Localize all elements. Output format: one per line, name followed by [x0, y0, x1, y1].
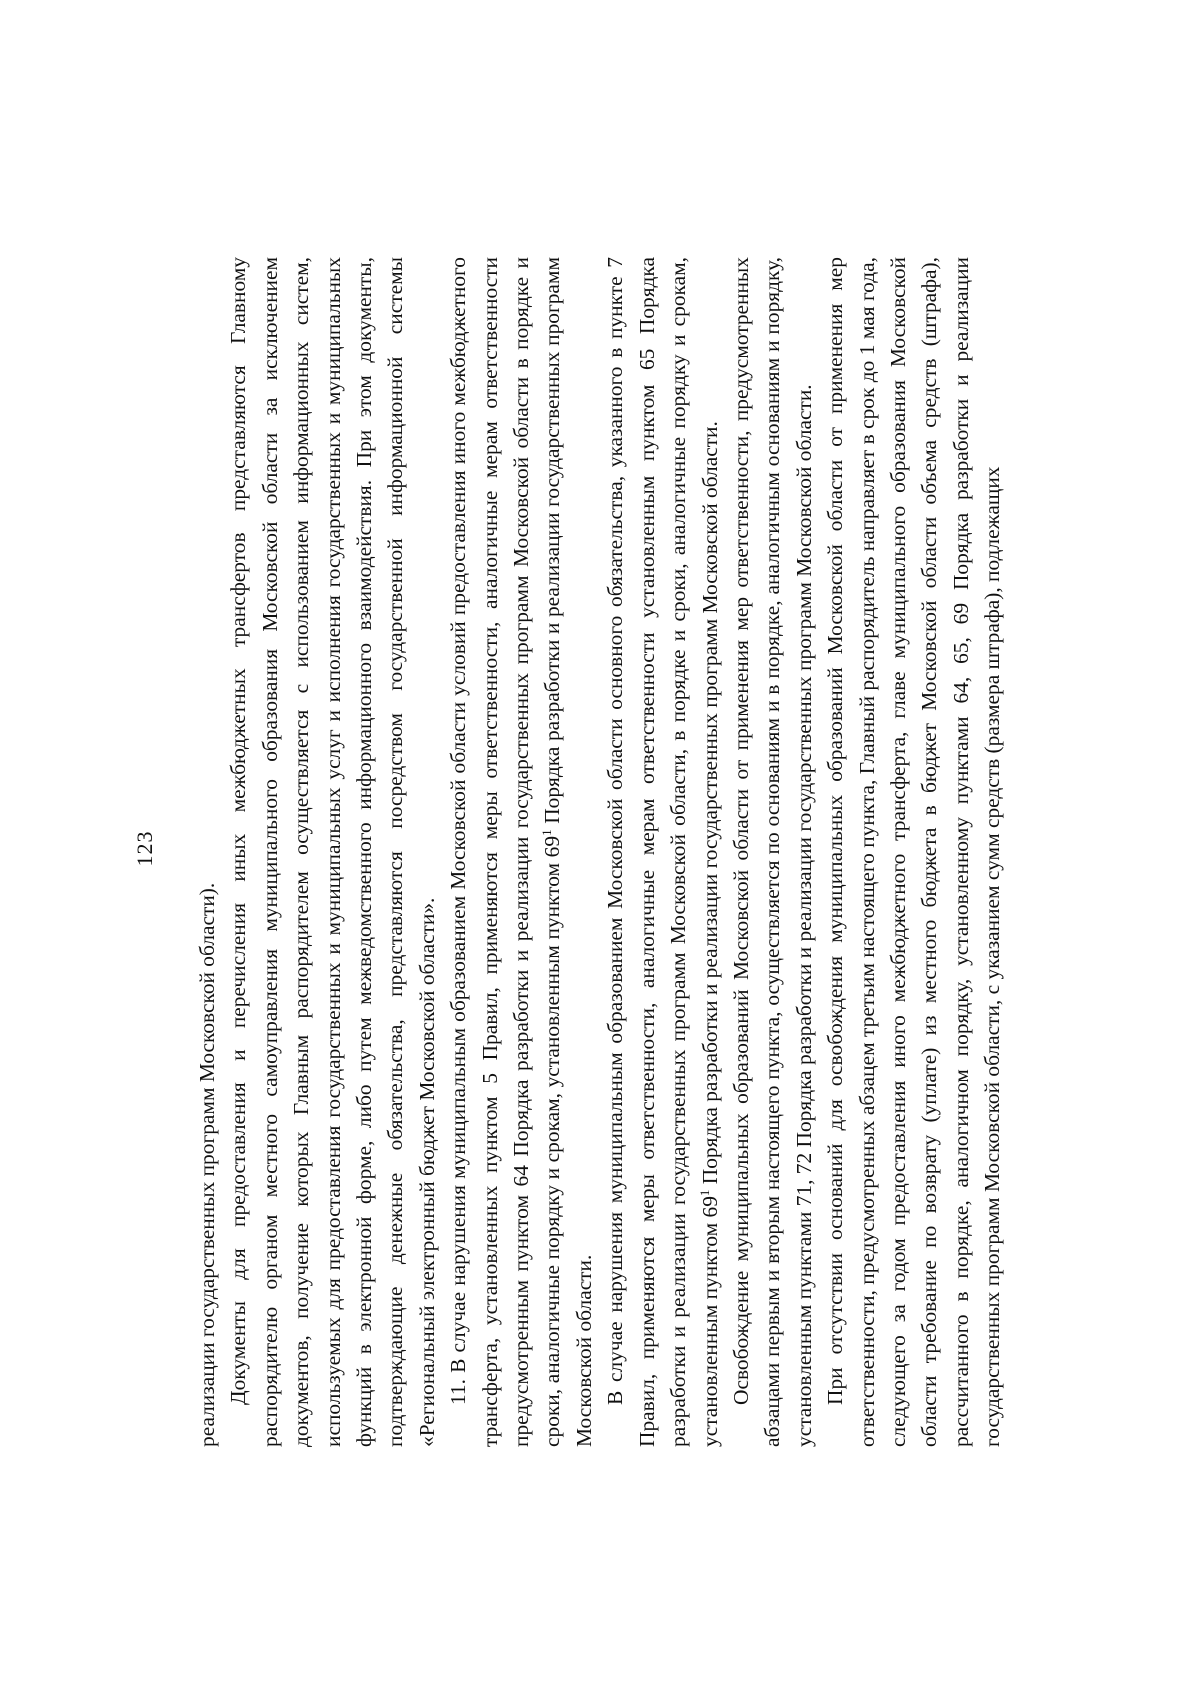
paragraph-main-obligation-tail: Порядка разработки и реализации государственных программ Московской области. [697, 421, 722, 1190]
page-number: 123 [132, 830, 157, 867]
paragraph-main-obligation [600, 257, 726, 1447]
document-body [192, 257, 1009, 1447]
paragraph-item-11-text: 11. В случае нарушения муниципальным образованием Московской области условий предоставления иного межбюджетного трансферта, установленных пунктом 5 Правил, применяются меры ответственности, аналогичные мерам ответственности предусмотренным пунктом 64 Порядка разработки и реализации государственных программ Московской области в порядке и сроки, аналогичные порядку и срокам, установленным пунктом 69 [446, 257, 565, 1447]
paragraph-continuation: реализации государственных программ Московской области). [195, 882, 219, 1447]
paragraph-main-obligation-text: В случае нарушения муниципальным образованием Московской области основного обязательства, указанного в пункте 7 Правил, применяются меры ответственности, аналогичные мерам ответственности установленным пунктом 65 Порядка разработки и реализации государственных программ Московской области, в порядке и сроки, аналогичные порядку и срокам, установленным пунктом 69 [603, 257, 722, 1447]
superscript: 1 [696, 1189, 712, 1197]
paragraph-documents: Документы для предоставления и перечисления иных межбюджетных трансфертов представляются Главному распорядителю органом местного самоуправления муниципального образования Московской области за исключением документов, получение которых Главным распорядителем осуществляется с использованием информационных систем, используемых для предоставления государственных и муниципальных услуг и исполнения государственных и муниципальных функций в электронной форме, либо путем межведомственного информационного взаимодействия. При этом документы, подтверждающие денежные обязательства, представляются посредством государственной информационной системы «Региональный электронный бюджет Московской области». [226, 257, 439, 1447]
paragraph-exemption: Освобождение муниципальных образований Московской области от применения мер ответственности, предусмотренных абзацами первым и вторым настоящего пункта, осуществляется по основаниям и в порядке, аналогичным основаниям и порядку, установленным пунктами 71, 72 Порядка разработки и реализации государственных программ Московской области. [728, 257, 816, 1447]
paragraph-return-requirement: При отсутствии оснований для освобождения муниципальных образований Московской области от применения мер ответственности, предусмотренных абзацем третьим настоящего пункта, Главный распорядитель направляет в срок до 1 мая года, следующего за годом предоставления иного межбюджетного трансферта, главе муниципального образования Московской области требование по возврату (уплате) из местного бюджета в бюджет Московской области объема средств (штрафа), рассчитанного в порядке, аналогичном порядку, установленному пунктами 64, 65, 69 Порядка разработки и реализации государственных программ Московской области, с указанием сумм средств (размера штрафа), подлежащих [823, 257, 1005, 1447]
paragraph-item-11 [443, 257, 600, 1447]
paragraph-item-11-tail: Порядка разработки и реализации государственных программ Московской области. [540, 256, 596, 1447]
superscript: 1 [539, 829, 555, 836]
